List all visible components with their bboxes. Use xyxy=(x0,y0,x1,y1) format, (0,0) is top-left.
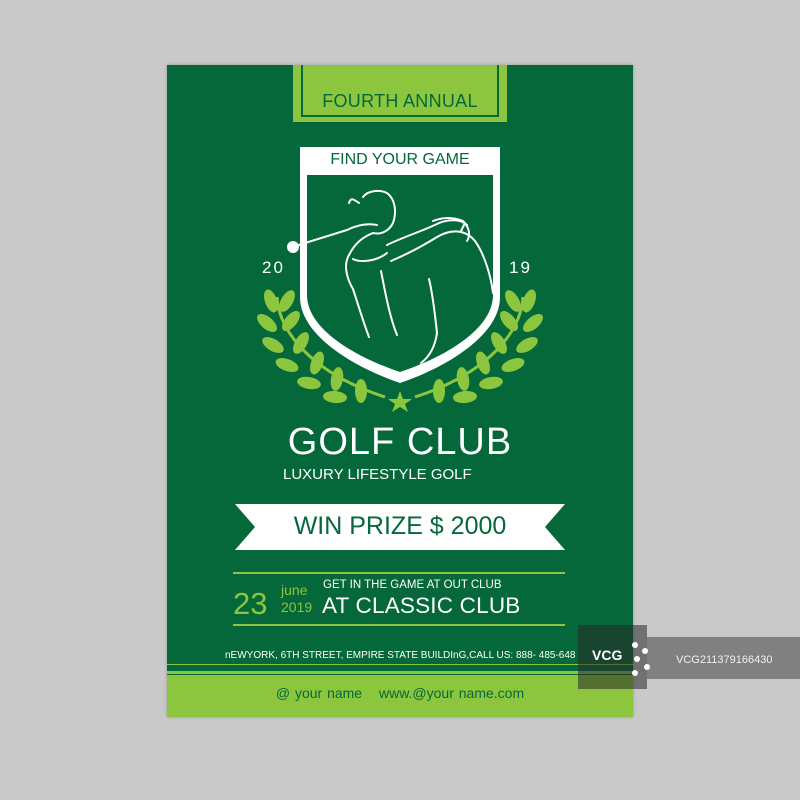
prize-text: WIN PRIZE $ 2000 xyxy=(293,512,507,540)
divider-top xyxy=(233,572,565,574)
footer-band xyxy=(167,671,633,717)
contact-web: www.@your name.com xyxy=(378,685,525,701)
golf-poster xyxy=(167,65,633,717)
banner-text: FOURTH ANNUAL xyxy=(322,91,478,111)
watermark-logo: VCG xyxy=(592,647,623,663)
address-line: nEWYORK, 6TH STREET, EMPIRE STATE BUILDInG,CALL US: 888- 485-648 xyxy=(225,650,576,661)
year-left: 20 xyxy=(262,258,285,277)
date-day: 23 xyxy=(233,586,268,621)
date-year: 2019 xyxy=(281,599,313,615)
poster-subtitle: LUXURY LIFESTYLE GOLF xyxy=(283,466,472,483)
shield-caption: FIND YOUR GAME xyxy=(330,151,470,168)
watermark-icon xyxy=(627,637,655,679)
year-right: 19 xyxy=(509,258,532,277)
poster-title: GOLF CLUB xyxy=(287,421,513,463)
tagline: GET IN THE GAME AT OUT CLUB xyxy=(323,579,502,591)
divider-bottom xyxy=(233,624,565,626)
venue: AT CLASSIC CLUB xyxy=(322,593,521,618)
contact-name: @ your name xyxy=(275,685,363,701)
watermark-id: VCG211379166430 xyxy=(676,654,773,666)
date-month: june xyxy=(281,582,308,598)
star-icon xyxy=(388,391,412,412)
address-divider xyxy=(167,664,633,665)
emblem-graphic xyxy=(167,65,633,425)
